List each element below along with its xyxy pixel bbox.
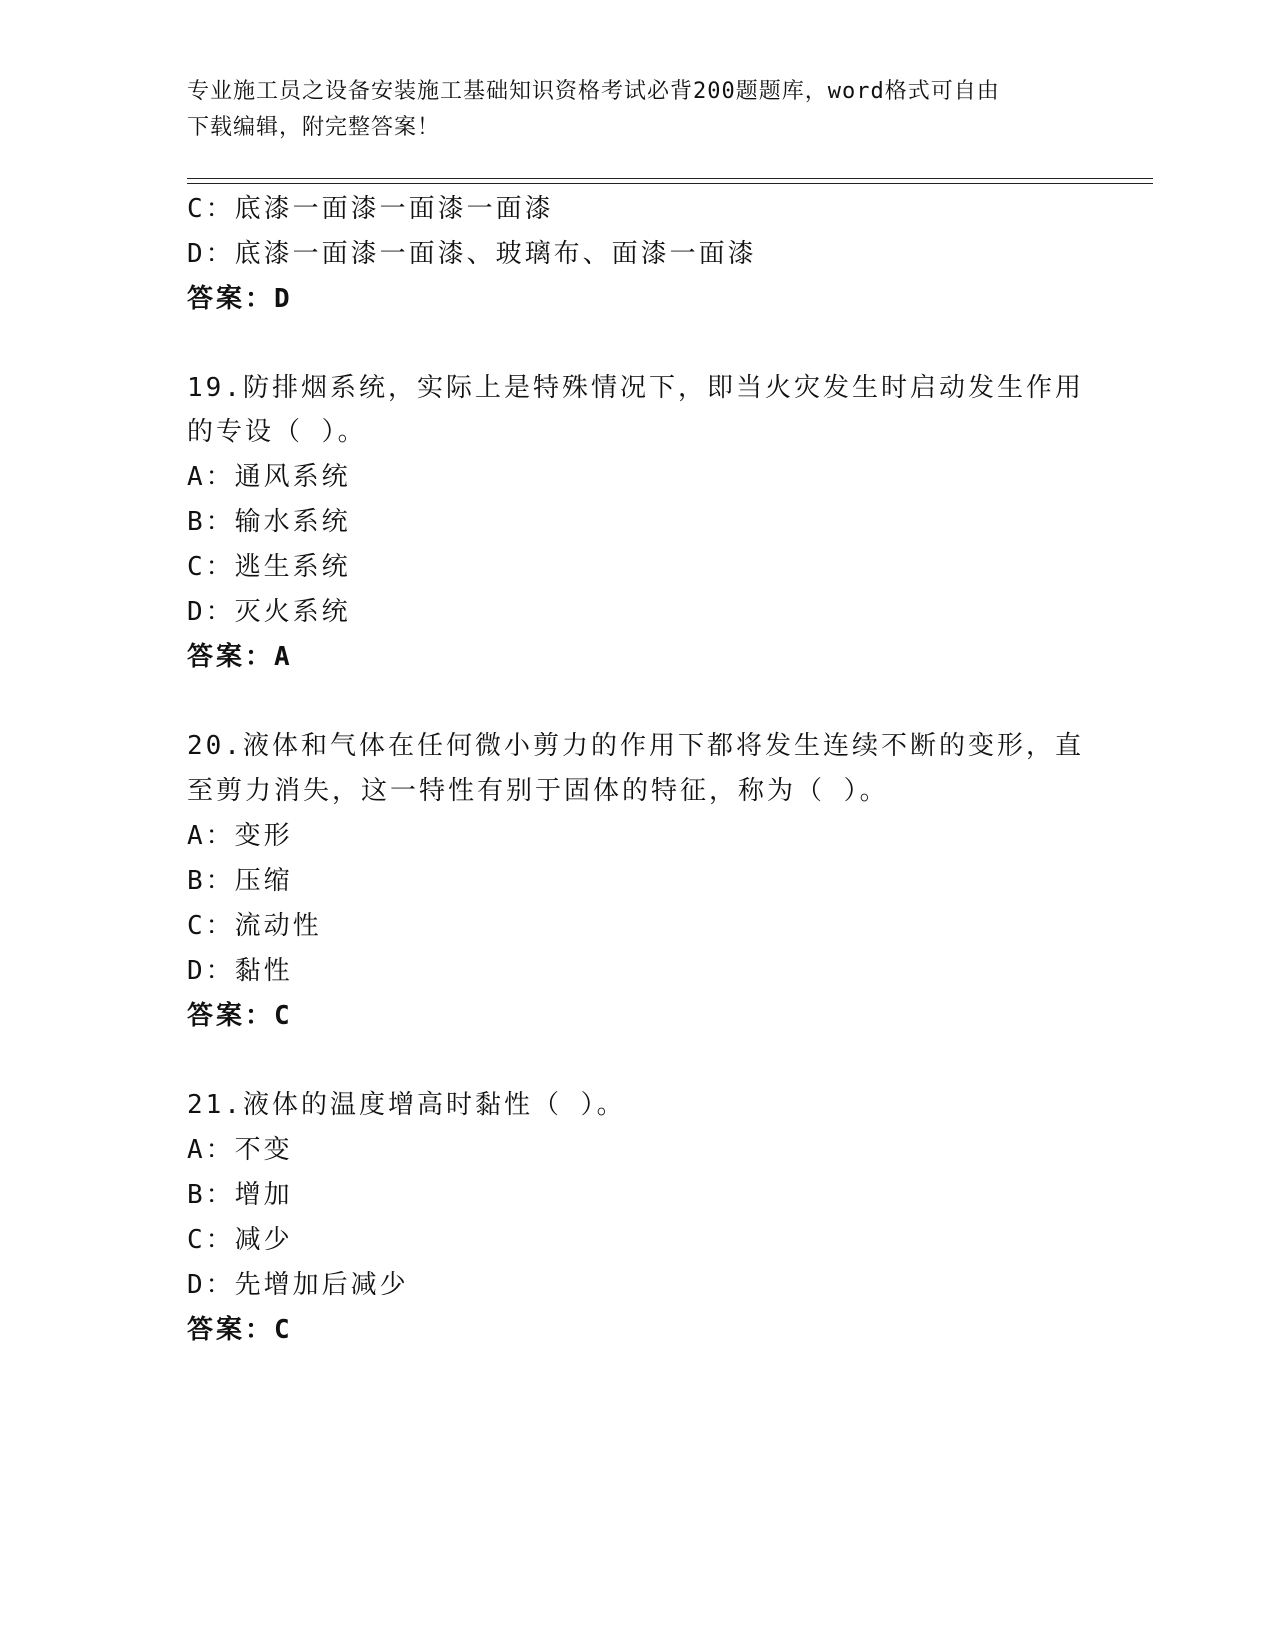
page-header: [187, 74, 1087, 146]
header-line-2: 下载编辑，附完整答案！: [187, 115, 441, 140]
question-20-option-d: D：黏性: [187, 956, 293, 986]
question-21-option-a: A：不变: [187, 1135, 293, 1165]
header-divider-bottom: [187, 183, 1153, 184]
question-19-option-c: C：逃生系统: [187, 552, 351, 582]
question-21-option-b: B：增加: [187, 1180, 293, 1210]
option-d: D：底漆一面漆一面漆、玻璃布、面漆一面漆: [187, 239, 757, 269]
question-19-stem-line-2: 的专设（ ）。: [187, 417, 367, 447]
question-20-option-a: A：变形: [187, 821, 293, 851]
question-19-option-d: D：灭火系统: [187, 597, 351, 627]
header-line-1: 专业施工员之设备安装施工基础知识资格考试必背200题题库，word格式可自由: [187, 79, 1000, 104]
question-21-answer: 答案：C: [187, 1315, 293, 1345]
question-20-stem-line-2: 至剪力消失，这一特性有别于固体的特征，称为（ ）。: [187, 776, 889, 806]
question-19-option-b: B：输水系统: [187, 507, 351, 537]
option-c: C：底漆一面漆一面漆一面漆: [187, 194, 554, 224]
question-20-option-c: C：流动性: [187, 911, 322, 941]
question-19-answer: 答案：A: [187, 642, 293, 672]
question-20-answer: 答案：C: [187, 1001, 293, 1031]
answer-line: 答案：D: [187, 284, 293, 314]
question-21-stem-line-1: 21.液体的温度增高时黏性（ ）。: [187, 1090, 626, 1120]
question-20-option-b: B：压缩: [187, 866, 293, 896]
question-20-stem-line-1: 20.液体和气体在任何微小剪力的作用下都将发生连续不断的变形，直: [187, 731, 1084, 761]
question-19-option-a: A：通风系统: [187, 462, 351, 492]
question-19-stem-line-1: 19.防排烟系统，实际上是特殊情况下，即当火灾发生时启动发生作用: [187, 373, 1084, 403]
question-21-option-c: C：减少: [187, 1225, 293, 1255]
header-divider-top: [187, 178, 1153, 179]
question-21-option-d: D：先增加后减少: [187, 1270, 409, 1300]
